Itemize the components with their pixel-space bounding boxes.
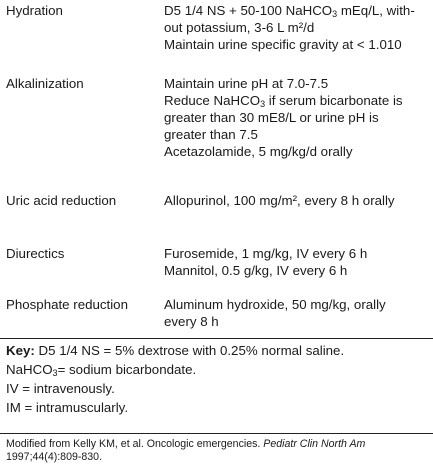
- row-content: [164, 2, 429, 53]
- key-line: IV = intravenously.: [6, 381, 115, 396]
- row-content: [164, 296, 429, 330]
- content-line: [164, 2, 429, 19]
- key-text: D5 1/4 NS = 5% dextrose with 0.25% normal saline.: [34, 343, 345, 358]
- row-content: [164, 245, 429, 279]
- key-line: [6, 341, 431, 360]
- key-legend: [6, 341, 431, 417]
- content-line: greater than 7.5: [164, 127, 258, 142]
- row-label: Hydration: [6, 3, 63, 18]
- content-line: [164, 92, 429, 109]
- content-line: greater than 30 mE8/L or urine pH is: [164, 110, 379, 125]
- row-content: [164, 75, 429, 160]
- row-content: [164, 192, 429, 209]
- subscript: 3: [260, 99, 266, 109]
- content-line: out potassium, 3-6 L m²/d: [164, 20, 315, 35]
- source-line: 1997;44(4):809-830.: [6, 451, 103, 463]
- row-label: Phosphate reduction: [6, 297, 128, 312]
- subscript: 3: [52, 368, 58, 378]
- text: if serum bicarbonate is: [265, 93, 403, 108]
- text: mEq/L, with-: [337, 3, 415, 18]
- row-label: Alkalinization: [6, 76, 84, 91]
- row-label: Uric acid reduction: [6, 193, 117, 208]
- row-label: Diurectics: [6, 246, 65, 261]
- content-line: Acetazolamide, 5 mg/kg/d orally: [164, 144, 353, 159]
- key-line: IM = intramuscularly.: [6, 400, 129, 415]
- content-line: Furosemide, 1 mg/kg, IV every 6 h: [164, 246, 368, 261]
- divider: [0, 338, 433, 339]
- text: Reduce NaHCO: [164, 93, 261, 108]
- text: = sodium bicarbondate.: [57, 362, 197, 377]
- subscript: 3: [332, 9, 338, 19]
- text: D5 1/4 NS + 50-100 NaHCO: [164, 3, 333, 18]
- source-line: [6, 438, 431, 451]
- content-line: every 8 h: [164, 314, 219, 329]
- content-line: Mannitol, 0.5 g/kg, IV every 6 h: [164, 263, 348, 278]
- key-label: Key:: [6, 343, 35, 358]
- content-line: Aluminum hydroxide, 50 mg/kg, orally: [164, 297, 386, 312]
- divider: [0, 433, 433, 434]
- journal-name: Pediatr Clin North Am: [263, 438, 366, 450]
- text: NaHCO: [6, 362, 53, 377]
- source-note: [6, 438, 431, 464]
- content-line: Allopurinol, 100 mg/m², every 8 h orally: [164, 193, 395, 208]
- key-line: [6, 360, 431, 379]
- content-line: Maintain urine pH at 7.0-7.5: [164, 76, 329, 91]
- text: Modified from Kelly KM, et al. Oncologic emergencies.: [6, 438, 264, 450]
- content-line: Maintain urine specific gravity at < 1.010: [164, 37, 402, 52]
